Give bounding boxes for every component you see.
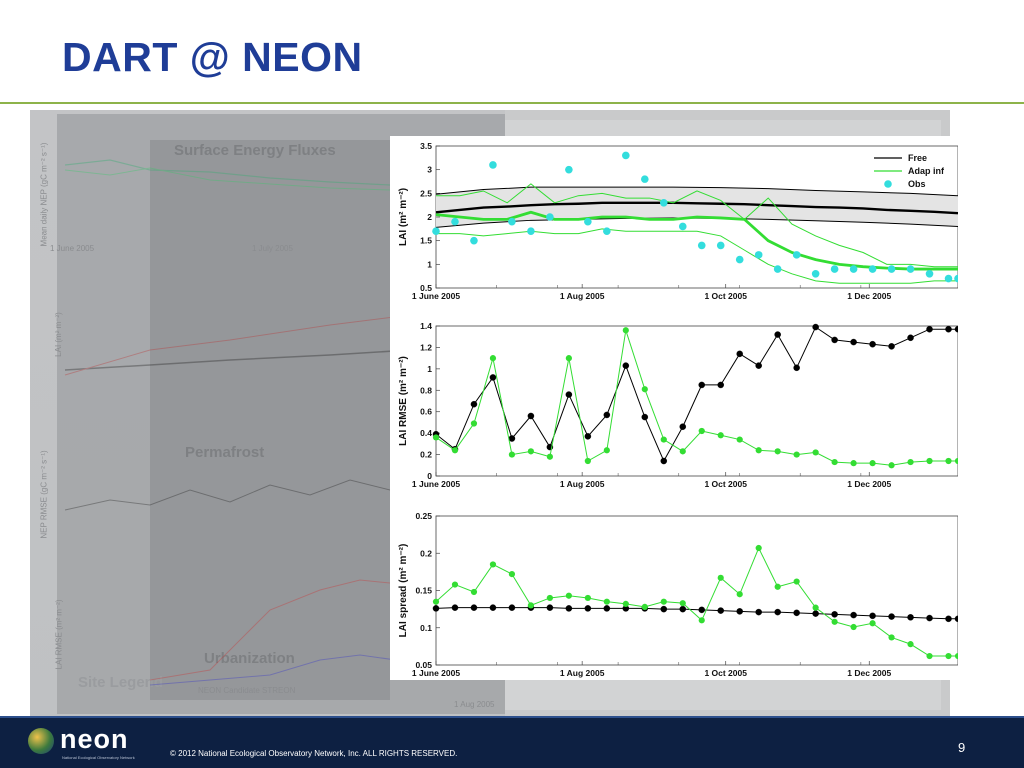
- ghost-date-3: 1 Aug 2005: [454, 700, 495, 709]
- obs-point: [603, 227, 611, 235]
- ytick-label: 1.4: [420, 321, 432, 331]
- series-point: [528, 413, 534, 419]
- obs-point: [641, 175, 649, 183]
- obs-point: [432, 227, 440, 235]
- series-point: [528, 602, 534, 608]
- ghost-ylabel-nep: Mean daily NEP (gC m⁻² s⁻¹): [39, 142, 49, 247]
- series-point: [832, 619, 838, 625]
- series-point: [471, 420, 477, 426]
- legend-label: Adap inf: [908, 166, 944, 176]
- series-point: [490, 355, 496, 361]
- xtick-label: 1 Oct 2005: [704, 479, 747, 489]
- page-number: 9: [958, 740, 966, 755]
- ghost-label-site-legend: Site Legend: [78, 674, 164, 691]
- y-axis-label: LAI RMSE (m² m⁻²): [398, 356, 409, 446]
- ytick-label: 2.5: [420, 188, 432, 199]
- series-point: [813, 324, 819, 330]
- plot-frame-2: [436, 516, 958, 665]
- xtick-label: 1 Aug 2005: [559, 479, 605, 489]
- obs-point: [679, 223, 687, 231]
- series-point: [737, 591, 743, 597]
- ytick-label: 0.4: [420, 428, 432, 439]
- ytick-label: 0.1: [420, 622, 432, 633]
- ytick-label: 0.15: [415, 585, 432, 596]
- y-axis-label: LAI (m² m⁻²): [398, 187, 409, 247]
- obs-point: [793, 251, 801, 259]
- series-point: [585, 605, 591, 611]
- footer-rule: [0, 716, 1024, 718]
- series-point: [832, 459, 838, 465]
- series-point: [718, 382, 724, 388]
- obs-point: [527, 227, 535, 235]
- obs-point: [622, 152, 630, 160]
- series-point: [585, 595, 591, 601]
- series-point: [528, 448, 534, 454]
- series-point: [471, 589, 477, 595]
- series-point: [547, 595, 553, 601]
- series-point: [699, 428, 705, 434]
- chart-svg: [390, 136, 958, 680]
- ytick-label: 0.2: [420, 548, 432, 559]
- obs-point: [489, 161, 497, 169]
- series-point: [907, 459, 913, 465]
- series-point: [699, 617, 705, 623]
- series-point: [433, 599, 439, 605]
- series-point: [851, 460, 857, 466]
- obs-point: [774, 265, 782, 273]
- series-point: [945, 653, 951, 659]
- obs-point: [831, 265, 839, 273]
- series-point: [623, 363, 629, 369]
- series-point: [471, 605, 477, 611]
- series-point: [642, 386, 648, 392]
- ytick-label: 3: [427, 164, 432, 175]
- ytick-label: 0.2: [420, 449, 432, 460]
- series-point: [888, 462, 894, 468]
- series-point: [490, 374, 496, 380]
- chart-panel: [390, 136, 958, 680]
- y-axis-label: LAI spread (m² m⁻²): [398, 543, 409, 638]
- series-point: [490, 561, 496, 567]
- series-point: [699, 382, 705, 388]
- obs-point: [584, 218, 592, 226]
- obs-point: [812, 270, 820, 278]
- ytick-label: 0.5: [420, 283, 432, 293]
- legend-label: Free: [908, 153, 928, 163]
- series-point: [604, 605, 610, 611]
- series-point: [642, 414, 648, 420]
- series-point: [907, 614, 913, 620]
- obs-point: [717, 242, 725, 250]
- series-point: [926, 653, 932, 659]
- series-point: [490, 605, 496, 611]
- series-point: [566, 355, 572, 361]
- series-point: [642, 604, 648, 610]
- series-point: [851, 339, 857, 345]
- ytick-label: 0.25: [415, 511, 432, 521]
- logo-subtitle: National Ecological Observatory Network: [62, 755, 135, 760]
- ghost-ylabel-lai-rmse: LAI RMSE (m² m⁻²): [54, 599, 64, 670]
- xtick-label: 1 Dec 2005: [847, 668, 892, 678]
- ghost-ylabel-lai: LAI (m² m⁻²): [53, 312, 63, 357]
- series-point: [452, 605, 458, 611]
- series-point: [604, 447, 610, 453]
- ghost-label-permafrost: Permafrost: [185, 444, 265, 461]
- series-point: [566, 391, 572, 397]
- series-point: [775, 609, 781, 615]
- ytick-label: 1: [427, 259, 432, 270]
- series-point: [680, 600, 686, 606]
- ytick-label: 1: [427, 363, 432, 374]
- series-point: [623, 601, 629, 607]
- title-divider: [0, 102, 1024, 104]
- series-point: [680, 448, 686, 454]
- xtick-label: 1 June 2005: [411, 479, 461, 489]
- series-point: [585, 433, 591, 439]
- series-point: [737, 436, 743, 442]
- series-point: [851, 624, 857, 630]
- xtick-label: 1 June 2005: [411, 668, 461, 678]
- series-point: [680, 424, 686, 430]
- ghost-legend-streon: NEON Candidate STREON: [198, 686, 296, 695]
- obs-point: [755, 251, 763, 259]
- obs-point: [907, 265, 915, 273]
- legend-obs-swatch: [884, 180, 892, 188]
- series-point: [547, 454, 553, 460]
- series-point: [756, 447, 762, 453]
- series-point: [661, 599, 667, 605]
- series-point: [509, 451, 515, 457]
- obs-point: [660, 199, 668, 207]
- series-point: [566, 605, 572, 611]
- ghost-ylabel-nep-rmse: NEP RMSE (gC m⁻² s⁻¹): [39, 450, 49, 539]
- ghost-date-2: 1 July 2005: [252, 244, 293, 253]
- series-point: [585, 458, 591, 464]
- series-point: [756, 545, 762, 551]
- series-point: [851, 612, 857, 618]
- obs-point: [869, 265, 877, 273]
- series-point: [699, 607, 705, 613]
- series-point: [945, 616, 951, 622]
- legend-label: Obs: [908, 179, 926, 189]
- ytick-label: 1.5: [420, 235, 432, 246]
- xtick-label: 1 Dec 2005: [847, 479, 892, 489]
- ytick-label: 0.8: [420, 385, 432, 396]
- series-point: [471, 401, 477, 407]
- xtick-label: 1 Aug 2005: [559, 291, 605, 301]
- series-point: [756, 363, 762, 369]
- ytick-label: 0: [427, 471, 432, 481]
- series-point: [737, 608, 743, 614]
- slide-title: DART @ NEON: [62, 34, 363, 80]
- ytick-label: 3.5: [420, 141, 432, 151]
- series-point: [547, 605, 553, 611]
- ytick-label: 2: [427, 212, 432, 222]
- series-point: [888, 634, 894, 640]
- obs-point: [565, 166, 573, 174]
- series-point: [775, 331, 781, 337]
- globe-icon: [28, 728, 54, 754]
- series-point: [794, 365, 800, 371]
- series-point: [832, 611, 838, 617]
- series-point: [794, 578, 800, 584]
- series-point: [945, 458, 951, 464]
- series-point: [433, 434, 439, 440]
- neon-logo: neon: [60, 724, 129, 754]
- series-point: [718, 608, 724, 614]
- series-point: [813, 605, 819, 611]
- footer-bar: [0, 716, 1024, 768]
- series-point: [737, 351, 743, 357]
- xtick-label: 1 June 2005: [411, 291, 461, 301]
- series-point: [433, 605, 439, 611]
- series-point: [775, 448, 781, 454]
- obs-point: [926, 270, 934, 278]
- series-point: [509, 605, 515, 611]
- series-point: [794, 451, 800, 457]
- series-point: [926, 458, 932, 464]
- series-point: [869, 460, 875, 466]
- obs-point: [888, 265, 896, 273]
- series-point: [604, 599, 610, 605]
- series-point: [775, 584, 781, 590]
- ytick-label: 1.2: [420, 342, 432, 353]
- obs-point: [451, 218, 459, 226]
- copyright-text: © 2012 National Ecological Observatory Network, Inc. ALL RIGHTS RESERVED.: [170, 749, 458, 758]
- obs-point: [850, 265, 858, 273]
- series-point: [813, 449, 819, 455]
- series-point: [566, 593, 572, 599]
- series-point: [680, 606, 686, 612]
- series-point: [907, 641, 913, 647]
- series-point: [661, 436, 667, 442]
- series-point: [869, 620, 875, 626]
- series-point: [813, 610, 819, 616]
- ghost-label-energy: Surface Energy Fluxes: [174, 142, 336, 159]
- obs-point: [508, 218, 516, 226]
- series-point: [509, 435, 515, 441]
- series-point: [888, 343, 894, 349]
- series-point: [718, 575, 724, 581]
- series-point: [832, 337, 838, 343]
- obs-point: [470, 237, 478, 245]
- xtick-label: 1 Aug 2005: [559, 668, 605, 678]
- series-point: [509, 571, 515, 577]
- series-point: [869, 613, 875, 619]
- series-point: [794, 610, 800, 616]
- ghost-label-urbanization: Urbanization: [204, 650, 295, 667]
- obs-point: [736, 256, 744, 264]
- series-point: [623, 327, 629, 333]
- series-point: [926, 615, 932, 621]
- obs-point: [546, 213, 554, 221]
- xtick-label: 1 Oct 2005: [704, 668, 747, 678]
- obs-point: [945, 275, 953, 283]
- ytick-label: 0.6: [420, 406, 432, 417]
- series-point: [756, 609, 762, 615]
- series-point: [926, 326, 932, 332]
- series-point: [718, 432, 724, 438]
- series-point: [661, 606, 667, 612]
- series-point: [945, 326, 951, 332]
- series-point: [661, 458, 667, 464]
- series-point: [452, 581, 458, 587]
- xtick-label: 1 Oct 2005: [704, 291, 747, 301]
- series-point: [888, 613, 894, 619]
- series-point: [869, 341, 875, 347]
- xtick-label: 1 Dec 2005: [847, 291, 892, 301]
- obs-point: [698, 242, 706, 250]
- series-point: [907, 335, 913, 341]
- ytick-label: 0.05: [415, 660, 432, 670]
- ghost-date-1: 1 June 2005: [50, 244, 95, 253]
- series-point: [604, 412, 610, 418]
- series-point: [452, 447, 458, 453]
